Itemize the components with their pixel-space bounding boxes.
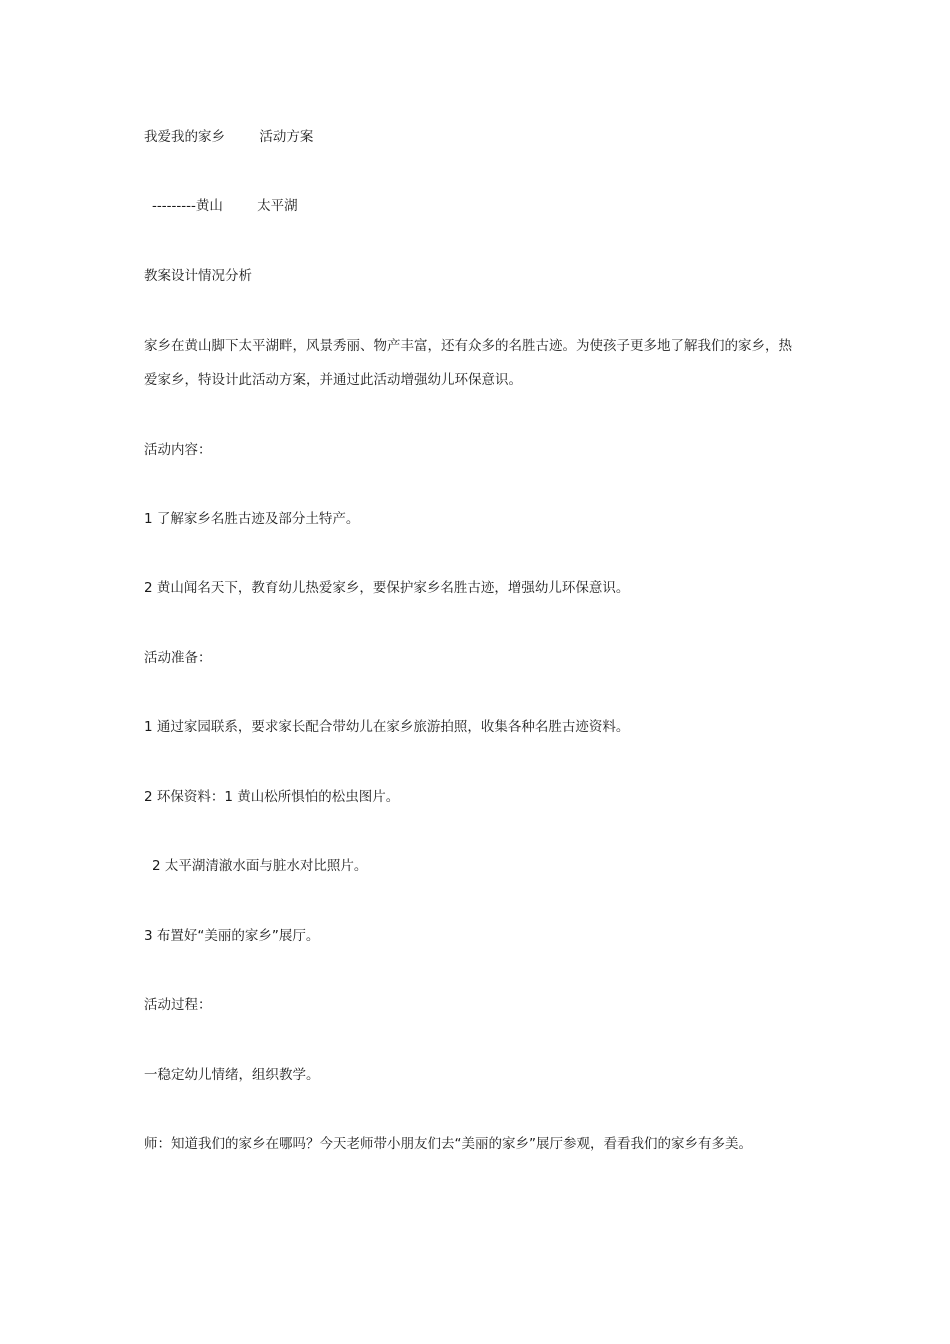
- prep-item-1: 1 通过家园联系，要求家长配合带幼儿在家乡旅游拍照，收集各种名胜古迹资料。: [144, 719, 630, 735]
- section-heading-content: 活动内容：: [144, 442, 212, 458]
- content-item-1: 1 了解家乡名胜古迹及部分土特产。: [144, 511, 360, 527]
- section-heading-analysis: 教案设计情况分析: [144, 268, 252, 284]
- process-item-2: 师：知道我们的家乡在哪吗？今天老师带小朋友们去“美丽的家乡”展厅参观，看看我们的家乡有多美。: [144, 1136, 752, 1152]
- prep-item-3: 3 布置好“美丽的家乡”展厅。: [144, 928, 320, 944]
- process-item-1: 一稳定幼儿情绪，组织教学。: [144, 1067, 320, 1083]
- paragraph-line: 家乡在黄山脚下太平湖畔，风景秀丽、物产丰富，还有众多的名胜古迹。为使孩子更多地了解我们的家乡，热: [144, 338, 792, 354]
- section-heading-process: 活动过程：: [144, 997, 212, 1013]
- section-heading-prep: 活动准备：: [144, 650, 212, 666]
- prep-item-2-sub: 2 太平湖清澈水面与脏水对比照片。: [152, 858, 368, 874]
- paragraph-line: 爱家乡，特设计此活动方案，并通过此活动增强幼儿环保意识。: [144, 372, 522, 388]
- document-title: 我爱我的家乡 活动方案: [144, 129, 314, 145]
- prep-item-2: 2 环保资料：1 黄山松所惧怕的松虫图片。: [144, 789, 400, 805]
- content-item-2: 2 黄山闻名天下，教育幼儿热爱家乡，要保护家乡名胜古迹，增强幼儿环保意识。: [144, 580, 630, 596]
- document-subtitle: ---------黄山 太平湖: [152, 198, 298, 214]
